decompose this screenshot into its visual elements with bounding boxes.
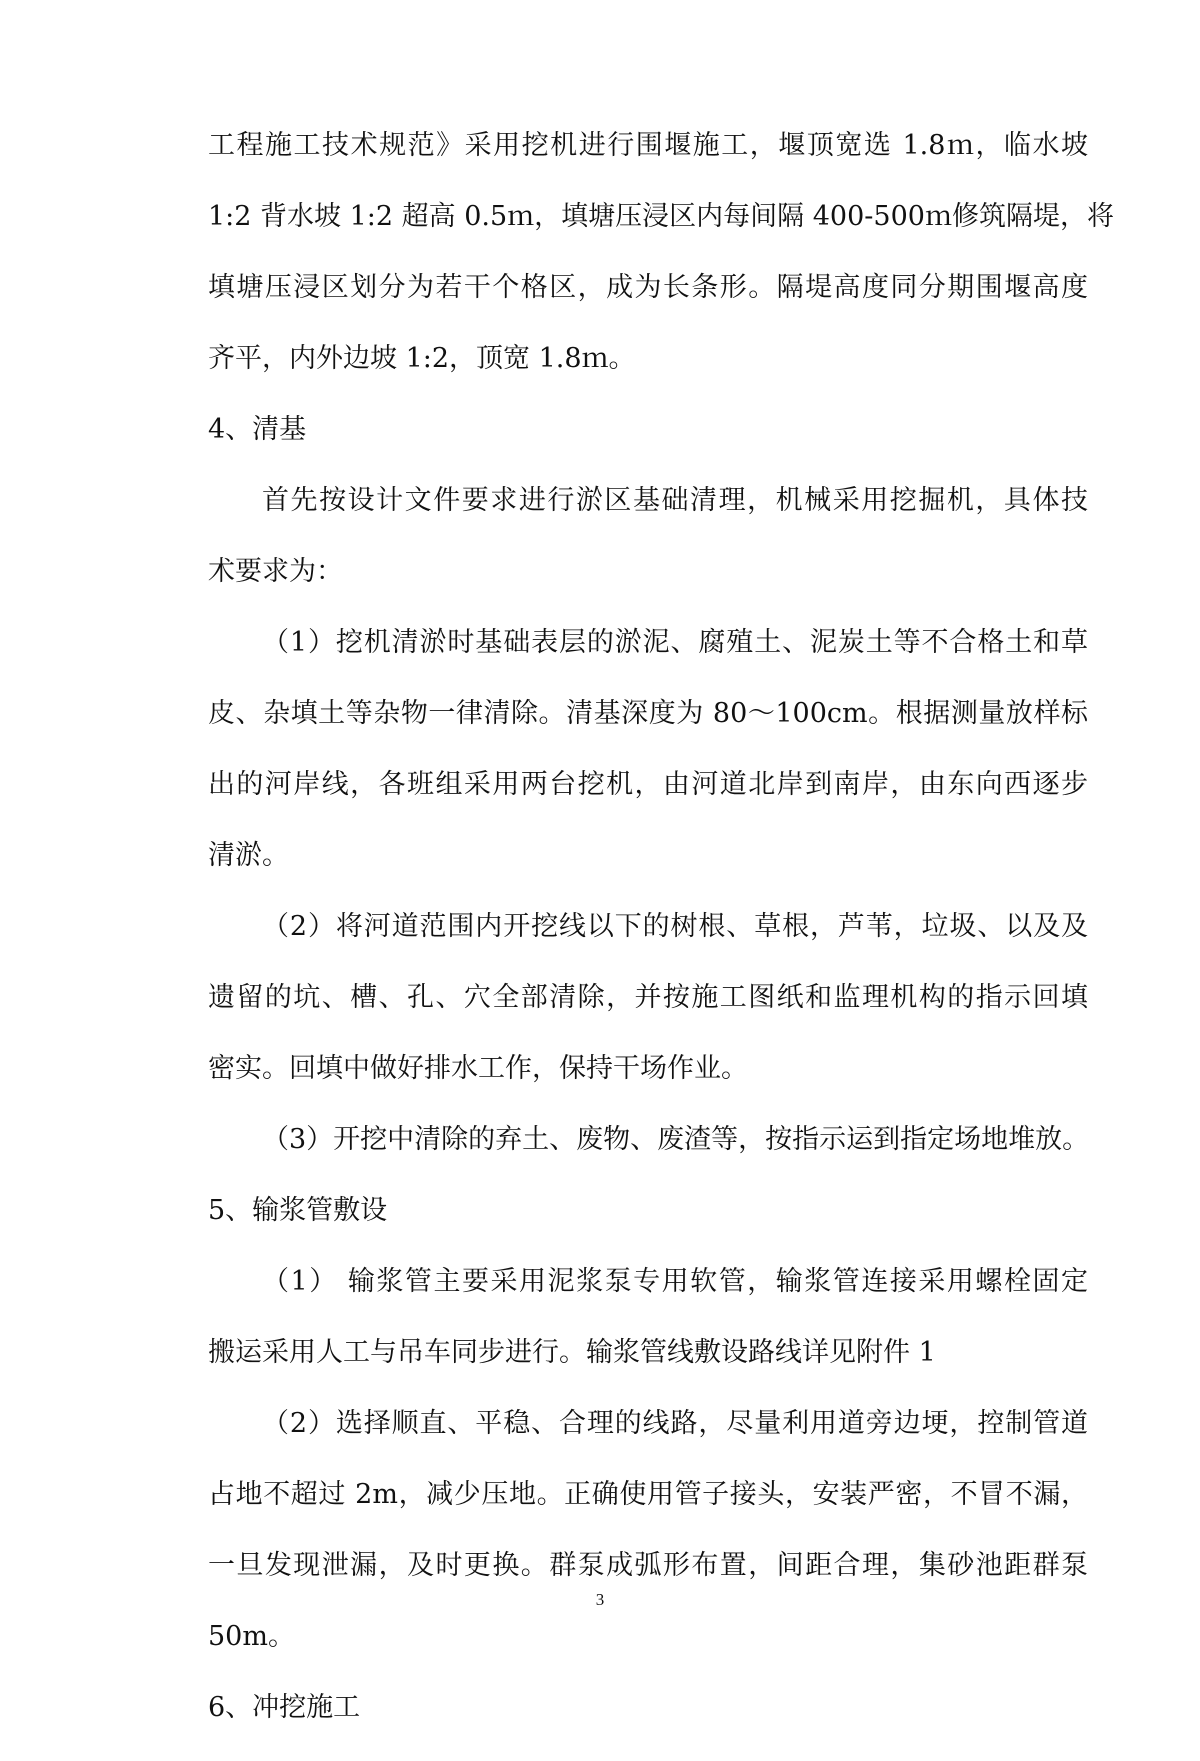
body-line: 1:2 背水坡 1:2 超高 0.5ｍ，填塘压浸区内每间隔 400-500ｍ修筑隔堤，将 — [208, 201, 1114, 232]
body-line: 密实。回填中做好排水工作，保持干场作业。 — [208, 1053, 748, 1084]
body-line: 遗留的坑、槽、孔、穴全部清除，并按施工图纸和监理机构的指示回填 — [208, 982, 1088, 1013]
body-line: 齐平，内外边坡 1:2，顶宽 1.8ｍ。 — [208, 343, 636, 374]
body-line: 首先按设计文件要求进行淤区基础清理，机械采用挖掘机，具体技 — [262, 485, 1088, 516]
body-line: 皮、杂填土等杂物一律清除。清基深度为 80～100cm。根据测量放样标 — [208, 698, 1088, 729]
list-item-line: （2）将河道范围内开挖线以下的树根、草根，芦苇，垃圾、以及及 — [262, 911, 1088, 942]
body-line: 术要求为： — [208, 556, 343, 587]
body-line: 填塘压浸区划分为若干个格区，成为长条形。隔堤高度同分期围堰高度 — [208, 272, 1088, 303]
section-heading: 5、输浆管敷设 — [208, 1195, 388, 1226]
list-item-line: （1） 输浆管主要采用泥浆泵专用软管，输浆管连接采用螺栓固定 — [262, 1266, 1088, 1297]
body-line: 出的河岸线，各班组采用两台挖机，由河道北岸到南岸，由东向西逐步 — [208, 769, 1088, 800]
body-line: 一旦发现泄漏，及时更换。群泵成弧形布置，间距合理，集砂池距群泵 — [208, 1550, 1088, 1581]
list-item-line: （2）选择顺直、平稳、合理的线路，尽量利用道旁边埂，控制管道 — [262, 1408, 1088, 1439]
list-item-line: （3）开挖中清除的弃土、废物、废渣等，按指示运到指定场地堆放。 — [262, 1124, 1090, 1155]
body-line: 搬运采用人工与吊车同步进行。输浆管线敷设路线详见附件 1 — [208, 1337, 936, 1368]
section-heading: 4、清基 — [208, 414, 307, 445]
body-line: 工程施工技术规范》采用挖机进行围堰施工，堰顶宽选 1.8ｍ，临水坡 — [208, 130, 1088, 161]
section-heading: 6、冲挖施工 — [208, 1692, 361, 1723]
document-body — [208, 128, 1114, 1761]
page-number: 3 — [595, 1590, 605, 1609]
body-line: 占地不超过 2m，减少压地。正确使用管子接头，安装严密，不冒不漏， — [208, 1479, 1088, 1510]
body-line: 50m。 — [208, 1621, 295, 1652]
body-line: 清淤。 — [208, 840, 289, 871]
list-item-line: （1）挖机清淤时基础表层的淤泥、腐殖土、泥炭土等不合格土和草 — [262, 627, 1088, 658]
